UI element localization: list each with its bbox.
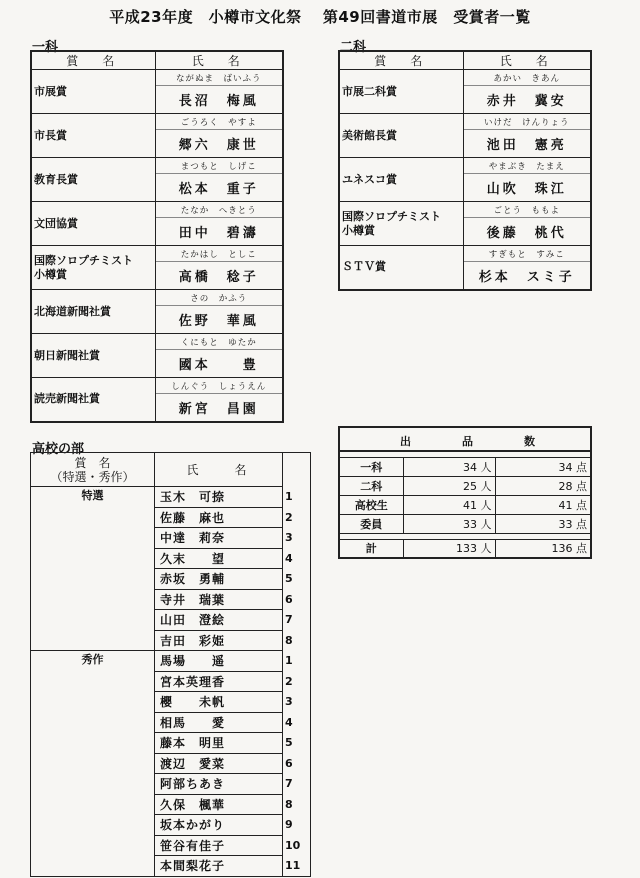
recipient-name: 池田 憲亮 bbox=[463, 130, 591, 158]
stat-people: 25 人 bbox=[403, 476, 495, 495]
student-name: 久末 望 bbox=[155, 548, 283, 569]
award-row bbox=[339, 246, 591, 262]
recipient-name: 高橋 稔子 bbox=[155, 262, 283, 290]
recipient-name: 郷六 康世 bbox=[155, 130, 283, 158]
stat-total-points: 136 点 bbox=[495, 539, 591, 558]
award-row bbox=[339, 70, 591, 86]
name-reading: たなか へきとう bbox=[155, 202, 283, 218]
award-row bbox=[339, 202, 591, 218]
row-number: 1 bbox=[285, 654, 293, 668]
header-name: 氏 名 bbox=[155, 453, 283, 487]
award-name: 教育長賞 bbox=[31, 158, 155, 202]
award-name: 市長賞 bbox=[31, 114, 155, 158]
entry-count-header bbox=[339, 427, 591, 451]
stat-points: 28 点 bbox=[495, 476, 591, 495]
table-row bbox=[31, 651, 311, 672]
high-school-table bbox=[30, 452, 311, 877]
header-award: 賞 名 bbox=[31, 51, 155, 70]
row-number: 7 bbox=[285, 777, 293, 791]
award-row bbox=[31, 246, 283, 262]
student-name: 笹谷有佳子 bbox=[155, 835, 283, 856]
header-char-3: 数 bbox=[524, 435, 535, 448]
row-number: 8 bbox=[285, 633, 293, 647]
row-number: 6 bbox=[285, 756, 293, 770]
award-name: ＳＴＶ賞 bbox=[339, 246, 463, 290]
section-label-nika: 二科 bbox=[340, 40, 367, 55]
stat-points: 41 点 bbox=[495, 495, 591, 514]
award-row bbox=[31, 70, 283, 86]
recipient-name: 後藤 桃代 bbox=[463, 218, 591, 246]
stat-points: 34 点 bbox=[495, 457, 591, 476]
award-name: 美術館長賞 bbox=[339, 114, 463, 158]
award-name: 文団協賞 bbox=[31, 202, 155, 246]
award-row bbox=[31, 202, 283, 218]
row-number: 6 bbox=[285, 592, 293, 606]
student-name: 吉田 彩姫 bbox=[155, 630, 283, 651]
recipient-name: 松本 重子 bbox=[155, 174, 283, 202]
stat-label: 一科 bbox=[339, 457, 403, 476]
name-reading: あかい きあん bbox=[463, 70, 591, 86]
header-name: 氏 名 bbox=[155, 51, 283, 70]
row-number: 9 bbox=[285, 818, 293, 832]
stat-people: 34 人 bbox=[403, 457, 495, 476]
award-row bbox=[31, 158, 283, 174]
row-number: 3 bbox=[285, 531, 293, 545]
award-name: 市展賞 bbox=[31, 70, 155, 114]
header-name: 氏 名 bbox=[463, 51, 591, 70]
row-number: 8 bbox=[285, 797, 293, 811]
student-name: 坂本かがり bbox=[155, 815, 283, 836]
table-row bbox=[31, 487, 311, 508]
page-title: 平成23年度 小樽市文化祭 第49回書道市展 受賞者一覧 bbox=[109, 8, 531, 26]
student-name: 玉木 可捺 bbox=[155, 487, 283, 508]
stat-total-people: 133 人 bbox=[403, 539, 495, 558]
name-reading: ながぬま ばいふう bbox=[155, 70, 283, 86]
student-name: 渡辺 愛菜 bbox=[155, 753, 283, 774]
stat-total-label: 計 bbox=[339, 539, 403, 558]
row-number: 2 bbox=[285, 674, 293, 688]
award-name: 国際ソロプチミスト 小樽賞 bbox=[339, 202, 463, 246]
row-number: 10 bbox=[285, 838, 301, 852]
header-award-line1: 賞 名 bbox=[74, 455, 111, 470]
student-name: 相馬 愛 bbox=[155, 712, 283, 733]
student-name: 櫻 未帆 bbox=[155, 692, 283, 713]
stat-people: 33 人 bbox=[403, 514, 495, 533]
section-label-high-school: 高校の部 bbox=[32, 442, 85, 457]
stat-people: 41 人 bbox=[403, 495, 495, 514]
student-name: 馬場 遥 bbox=[155, 651, 283, 672]
header-award: 賞 名 bbox=[339, 51, 463, 70]
recipient-name: 赤井 冀安 bbox=[463, 86, 591, 114]
award-name: 北海道新聞社賞 bbox=[31, 290, 155, 334]
name-reading: いけだ けんりょう bbox=[463, 114, 591, 130]
row-number: 3 bbox=[285, 695, 293, 709]
section-label-ikka: 一科 bbox=[32, 40, 59, 55]
header-char-1: 出 bbox=[400, 435, 411, 448]
stat-points: 33 点 bbox=[495, 514, 591, 533]
award-row bbox=[31, 114, 283, 130]
award-row bbox=[339, 114, 591, 130]
student-name: 赤坂 勇輔 bbox=[155, 569, 283, 590]
student-name: 阿部ちあき bbox=[155, 774, 283, 795]
name-reading: さの かふう bbox=[155, 290, 283, 306]
header-char-2: 品 bbox=[462, 435, 473, 448]
shusaku-label: 秀作 bbox=[31, 651, 155, 877]
row-number: 11 bbox=[285, 859, 301, 872]
award-name: 読売新聞社賞 bbox=[31, 378, 155, 422]
student-name: 久保 楓華 bbox=[155, 794, 283, 815]
name-reading: たかはし としこ bbox=[155, 246, 283, 262]
award-row bbox=[31, 290, 283, 306]
name-reading: ごうろく やすよ bbox=[155, 114, 283, 130]
student-name: 寺井 瑞葉 bbox=[155, 589, 283, 610]
row-number: 4 bbox=[285, 715, 293, 729]
recipient-name: 田中 碧濤 bbox=[155, 218, 283, 246]
student-name: 中達 莉奈 bbox=[155, 528, 283, 549]
award-table-ikka bbox=[30, 50, 284, 423]
recipient-name: 杉本 スミ子 bbox=[463, 262, 591, 290]
row-number: 2 bbox=[285, 510, 293, 524]
award-row bbox=[31, 334, 283, 350]
award-row bbox=[339, 158, 591, 174]
row-number: 7 bbox=[285, 613, 293, 627]
recipient-name: 山吹 珠江 bbox=[463, 174, 591, 202]
name-reading: やまぶき たまえ bbox=[463, 158, 591, 174]
award-table-nika bbox=[338, 50, 592, 291]
recipient-name: 佐野 華風 bbox=[155, 306, 283, 334]
award-name: 国際ソロプチミスト 小樽賞 bbox=[31, 246, 155, 290]
stat-label: 高校生 bbox=[339, 495, 403, 514]
row-number: 4 bbox=[285, 551, 293, 565]
name-reading: しんぐう しょうえん bbox=[155, 378, 283, 394]
student-name: 山田 澄絵 bbox=[155, 610, 283, 631]
award-name: 朝日新聞社賞 bbox=[31, 334, 155, 378]
stat-label: 二科 bbox=[339, 476, 403, 495]
header-award-line2: （特選・秀作） bbox=[50, 469, 135, 484]
recipient-name: 長沼 梅風 bbox=[155, 86, 283, 114]
award-name: 市展二科賞 bbox=[339, 70, 463, 114]
award-name: ユネスコ賞 bbox=[339, 158, 463, 202]
entry-count-table bbox=[338, 426, 592, 559]
row-number: 1 bbox=[285, 490, 293, 504]
name-reading: まつもと しげこ bbox=[155, 158, 283, 174]
stat-label: 委員 bbox=[339, 514, 403, 533]
student-name: 本間梨花子 bbox=[155, 856, 283, 877]
recipient-name: 國本 豊 bbox=[155, 350, 283, 378]
name-reading: くにもと ゆたか bbox=[155, 334, 283, 350]
student-name: 藤本 明里 bbox=[155, 733, 283, 754]
recipient-name: 新宮 昌園 bbox=[155, 394, 283, 422]
header-award bbox=[31, 453, 155, 487]
name-reading: ごとう ももよ bbox=[463, 202, 591, 218]
name-reading: すぎもと すみこ bbox=[463, 246, 591, 262]
award-row bbox=[31, 378, 283, 394]
row-number: 5 bbox=[285, 736, 293, 750]
student-name: 佐藤 麻也 bbox=[155, 507, 283, 528]
student-name: 宮本英理香 bbox=[155, 671, 283, 692]
row-number: 5 bbox=[285, 572, 293, 586]
tokusen-label: 特選 bbox=[31, 487, 155, 651]
